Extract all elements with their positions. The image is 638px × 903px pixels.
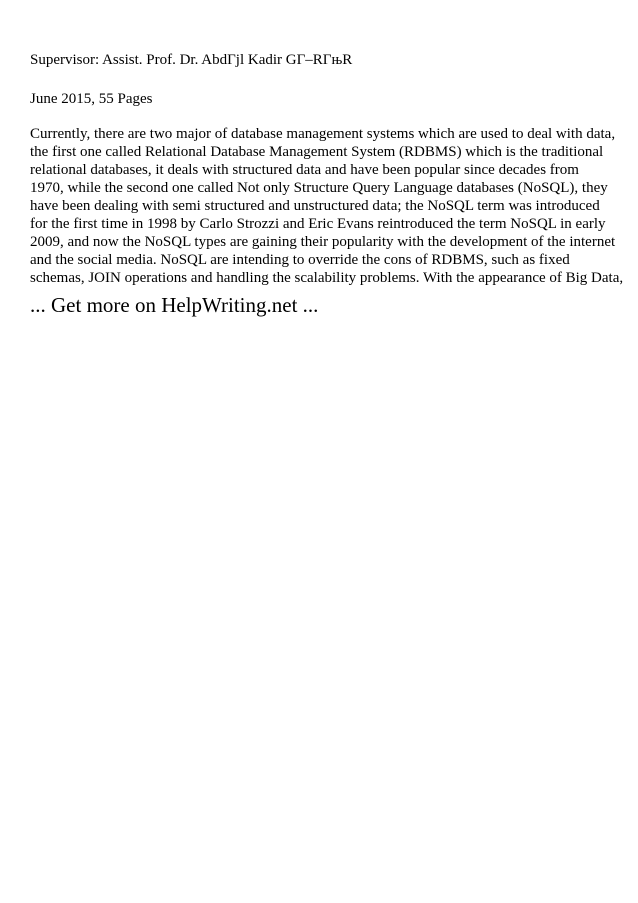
abstract-paragraph bbox=[30, 125, 624, 287]
abstract-line: relational databases, it deals with structured data and have been popular since decades from bbox=[30, 162, 579, 178]
abstract-line: have been dealing with semi structured and unstructured data; the NoSQL term was introduced bbox=[30, 198, 600, 214]
abstract-line: for the first time in 1998 by Carlo Strozzi and Eric Evans reintroduced the term NoSQL in early bbox=[30, 216, 606, 232]
abstract-line: the first one called Relational Database Management System (RDBMS) which is the traditional bbox=[30, 144, 604, 160]
abstract-line: Currently, there are two major of database management systems which are used to deal with data, bbox=[30, 126, 616, 142]
date-pages-line: June 2015, 55 Pages bbox=[30, 91, 153, 107]
abstract-line: 1970, while the second one called Not only Structure Query Language databases (NoSQL), they bbox=[30, 180, 608, 196]
supervisor-line: Supervisor: Assist. Prof. Dr. AbdГјl Kadir GГ–RГњR bbox=[30, 52, 353, 68]
abstract-line: 2009, and now the NoSQL types are gaining their popularity with the development of the internet bbox=[30, 234, 616, 250]
get-more-link[interactable]: ... Get more on HelpWriting.net ... bbox=[30, 293, 319, 317]
abstract-line: schemas, JOIN operations and handling the scalability problems. With the appearance of Big Data, bbox=[30, 270, 624, 286]
abstract-line: and the social media. NoSQL are intending to override the cons of RDBMS, such as fixed bbox=[30, 252, 570, 268]
